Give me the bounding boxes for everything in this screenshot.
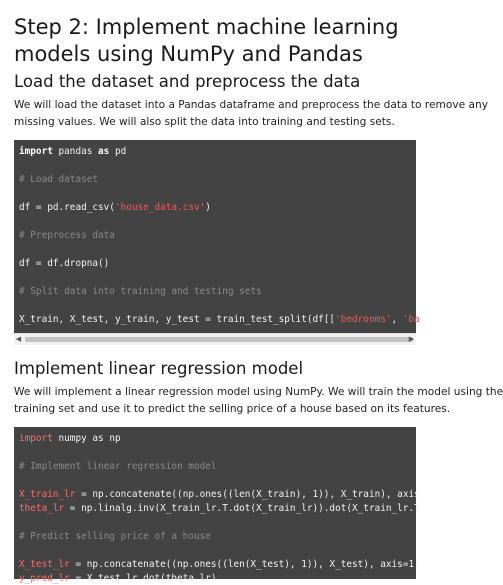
scroll-left-arrow-icon[interactable]: ◀ — [15, 335, 22, 343]
code-text: pandas — [52, 146, 99, 157]
code-block-load-dataset[interactable] — [14, 140, 420, 333]
section2-paragraph-line2: training set and use it to predict the selling price of a house based on its features. — [14, 403, 451, 415]
section2-paragraph-line1: We will implement a linear regression model using NumPy. We will train the model using the — [14, 386, 503, 398]
code-text: df = pd.read_csv( — [19, 202, 115, 213]
scroll-right-arrow-icon[interactable]: ▶ — [408, 335, 415, 343]
code-variable: X_test_lr — [19, 559, 70, 570]
code-text: , — [391, 314, 403, 325]
code-comment: # Predict selling price of a house — [19, 531, 211, 542]
code-comment: # Implement linear regression model — [19, 461, 217, 472]
code-line — [19, 314, 420, 326]
code-string: 'house_data.csv' — [114, 202, 206, 213]
code-line — [19, 146, 126, 158]
code-text: = np.linalg.inv(X_train_lr.T.dot(X_train_lr)).dot(X_train_lr.T — [64, 503, 420, 514]
code-line — [19, 202, 211, 214]
code-text: numpy as np — [52, 433, 121, 444]
code-line: df = df.dropna() — [19, 258, 110, 269]
scrollbar-thumb[interactable] — [25, 337, 413, 342]
code-line — [19, 573, 217, 585]
code-keyword: import — [19, 146, 53, 157]
code-keyword: as — [98, 146, 110, 157]
code-variable: theta_lr — [19, 503, 65, 514]
code-line — [19, 503, 420, 515]
code-text: pd — [109, 146, 127, 157]
code-keyword: import — [19, 433, 53, 444]
section1-paragraph-line2: missing values. We will also split the data into training and testing sets. — [14, 116, 395, 128]
code-string: 'bedrooms' — [335, 314, 392, 325]
code-line — [19, 433, 121, 445]
code-text: = X_test_lr.dot(theta_lr) — [69, 573, 217, 584]
code-string: 'ba — [402, 314, 420, 325]
section-title-load-dataset: Load the dataset and preprocess the data — [14, 72, 361, 91]
code-comment: # Split data into training and testing sets — [19, 286, 262, 297]
code-text: ) — [205, 202, 211, 213]
code-block-linear-regression[interactable] — [14, 427, 420, 584]
code-comment: # Preprocess data — [19, 230, 115, 241]
code-text: = np.concatenate((np.ones((len(X_train), 1)), X_train), axis — [75, 489, 420, 500]
code-text: X_train, X_test, y_train, y_test = train_test_split(df[[ — [19, 314, 336, 325]
code-text: = np.concatenate((np.ones((len(X_test), 1)), X_test), axis=1) — [69, 559, 420, 570]
code-line — [19, 559, 420, 571]
code-comment: # Load dataset — [19, 174, 99, 185]
code-horizontal-scrollbar[interactable] — [14, 333, 416, 345]
code-line — [19, 489, 420, 501]
section-title-linear-regression: Implement linear regression model — [14, 359, 304, 378]
code-variable: y_pred_lr — [19, 573, 70, 584]
code-variable: X_train_lr — [19, 489, 76, 500]
page-heading: Step 2: Implement machine learning models using NumPy and Pandas — [14, 15, 399, 66]
section1-paragraph-line1: We will load the dataset into a Pandas dataframe and preprocess the data to remove any — [14, 99, 488, 111]
